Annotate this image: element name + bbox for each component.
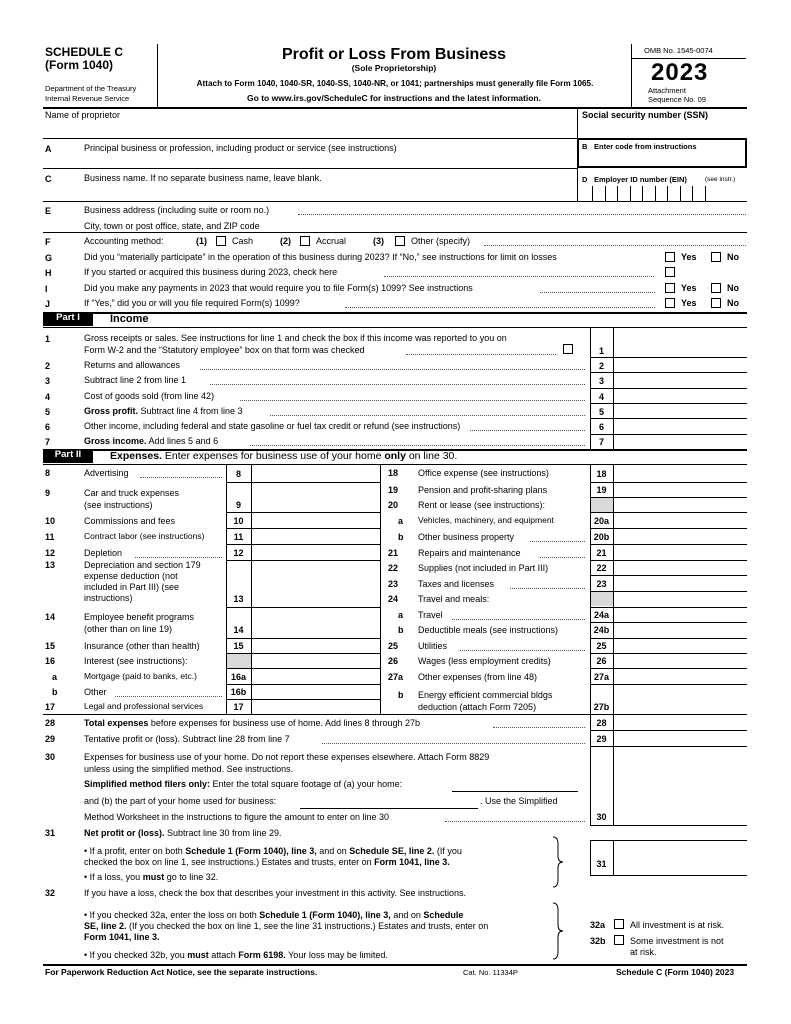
totals-amounts[interactable] [614,716,746,874]
part1-tag: Part I [43,313,93,326]
line16-text: Interest (see instructions): [84,656,188,666]
line27a-text: Other expenses (from line 48) [418,672,538,682]
schedule-c-form: SCHEDULE C (Form 1040) Department of the Treasury Internal Revenue Service Profit or Loss From Business (Sole Proprietorship) Attach to Form 1040, 1040-SR, 1040-SS, 1040-NR, or 1041; partnerships must generally file Form 1065. Go to www.irs.gov/ScheduleC for instructions and the latest information. OMB No. 1545-0074 2023 Attachment Sequence No. 09 Name of proprietor Social security number (SSN) A Principal business or profession, including product or service (see instructions) B Enter code from instructions C Business name. If no separate business name, leave blank. D Employer ID number (EIN) (see instr.) E Business address (including suite or room no.) City, town or post office, state, and ZIP code F Accounting method: (1) Cash (2) Accrual (3) Other (specify) G Did you “materially participate” in the operation of this business during 2023? If “No,” see instructions for limit on losses Yes No H If you started or acquired this business during 2023, check here I Did you make any payments in 2023 that would require you to file Form(s) 1099? See instructions Yes No J If “Yes,” did you or will you file required Form(s) 1099? Yes No Part I Income 1 Gross receipts or sales. See instructions for line 1 and check the box if this income was reported to you on Form W-2 and the “Statutory employee” box on that form was checked 1 2 Returns and allowances 2 3 Subtract line 2 from line 1 3 4 Cost of goods sold (from line 42) 4 5 Gross profit. Subtract line 4 from line 3 5 6 Other income, including federal and state gasoline or fuel tax credit or refund (see instructions) 6 7 Gross income. Add lines 5 and 6 7 Part II Expenses. Enter expenses for business use of your home only on line 30. 8 Advertising 8 9 Car and truck expenses (see instructions) 9 10 Commissions and fees 10 11 Contract labor (see instructions) 11 12 Depletion 12 13 Depreciation and section 179 expense deduction (not included in Part III) (see instructions) 13 14 Employee benefit programs (other than on line 19) 14 15 Insurance (other than health) 15 16 Interest (see instructions): a Mortgage (paid to banks, etc.) 16a b Other 16b 17 Legal and professional services 17 18 Office expense (see instructions) 18 19 Pension and profit-sharing plans 19 20 Rent or lease (see instructions): a Vehicles, machinery, and equipment 20a b Other business property 20b 21 Repairs and maintenance 21 22 Supplies (not included in Part III) 22 23 Taxes and licenses 23 24 Travel and meals: a Travel 24a b Deductible meals (see instructions) 24b 25 Utilities 25 26 Wages (less employment credits) 26 27a Other expenses (from line 48) 27a b Energy efficient commercial bldgs deduction (attach Form 7205) 27b 28 Total expenses before expenses for business use of home. Add lines 8 through 27b 28 29 Tentative profit or (loss). Subtract line 28 from line 7 29 30 Expenses for business use of your home. Do not report these expenses elsewhere. Attach Form 8829 unless using the simplified method. See instructions. Simplified method filers only: Enter the total square footage of (a) your home: and (b) the part of your home used for business: . Use the Simplified Method Worksheet in the instructions to figure the amount to enter on line 30 30 31 Net profit or (loss). Subtract line 30 from line 29. • If a profit, enter on both Schedule 1 (Form 1040), line 3, and on Schedule SE, line 2. (If you checked the box on line 1, see instructions.) Estates and trusts, enter on Form 1041, line 3. • If a loss, you must go to line 32. 31 32 If you have a loss, check the box that describes your investment in this activity. See instructions. • If you checked 32a, enter the loss on both Schedule 1 (Form 1040), line 3, and on Schedule SE, line 2. (If you checked the box on line 1, see the line 31 instructions.) Estates and trusts, enter on Form 1041, line 3. • If you checked 32b, you must attach Form 6198. Your loss may be limited. 32a All investment is at risk. 32b Some investment is not at risk. For Paperwork Reduction Act Notice, see the separate instructions. Cat. No. 11334P Schedule C (Form 1040) 2023 [0,0,791,1024]
material-participation-label: Did you “materially participate” in the operation of this business during 2023? If “No,” see instructions for limit on losses [84,252,557,262]
proprietor-name-label: Name of proprietor [45,110,121,120]
line27b-text: Energy efficient commercial bldgs [418,690,553,700]
line26-text: Wages (less employment credits) [418,656,551,666]
form-id: SCHEDULE C [45,45,124,59]
line32-bullet1: • If you checked 32a, enter the loss on both Schedule 1 (Form 1040), line 3, and on Schedule [84,910,464,920]
part1-amount-column[interactable] [613,327,747,449]
paperwork-notice: For Paperwork Reduction Act Notice, see the separate instructions. [45,967,318,977]
dept-irs: Internal Revenue Service [45,94,130,103]
line22-text: Supplies (not included in Part III) [418,563,549,573]
other-method-checkbox[interactable] [395,236,405,246]
all-at-risk-checkbox[interactable] [614,919,624,929]
line16a-text: Mortgage (paid to banks, etc.) [84,671,197,681]
line32-bullet2: • If you checked 32b, you must attach Form 6198. Your loss may be limited. [84,950,388,960]
line31-bullet2: • If a loss, you must go to line 32. [84,872,219,882]
form-title: Profit or Loss From Business [281,46,507,63]
line25-text: Utilities [418,641,448,651]
cash-checkbox[interactable] [216,236,226,246]
j-yes-checkbox[interactable] [665,298,675,308]
line5-text: Gross profit. Subtract line 4 from line 3 [84,406,243,416]
business-sqft-field[interactable] [300,808,478,809]
accrual-checkbox[interactable] [300,236,310,246]
line10-text: Commissions and fees [84,516,176,526]
line24-text: Travel and meals: [418,594,490,604]
line12-text: Depletion [84,548,123,558]
omb-number: OMB No. 1545-0074 [644,46,713,55]
expenses-left-amounts[interactable] [252,465,379,713]
all-at-risk-label: All investment is at risk. [630,920,725,930]
line24a-text: Travel [418,610,443,620]
line8-text: Advertising [84,468,129,478]
line4-text: Cost of goods sold (from line 42) [84,391,215,401]
line11-text: Contract labor (see instructions) [84,531,205,541]
business-address-label: Business address (including suite or room no.) [84,205,270,215]
line20-text: Rent or lease (see instructions): [418,500,546,510]
line30-text: Expenses for business use of your home. Do not report these expenses elsewhere. Attach Form 8829 [84,752,490,762]
accounting-method-label: Accounting method: [84,236,164,246]
business-code-label: Enter code from instructions [594,142,697,151]
sequence-number: Sequence No. 09 [648,95,706,104]
statutory-employee-checkbox[interactable] [563,344,573,354]
line31-bullet1: • If a profit, enter on both Schedule 1 (Form 1040), line 3, and on Schedule SE, line 2. (If you [84,846,462,856]
line16b-text: Other [84,687,107,697]
g-yes-checkbox[interactable] [665,252,675,262]
business-name-label: Business name. If no separate business name, leave blank. [84,173,322,183]
line29-text: Tentative profit or (loss). Subtract line 28 from line 7 [84,734,290,744]
tax-year: 2023 [651,59,709,86]
i-no-checkbox[interactable] [711,283,721,293]
line21-text: Repairs and maintenance [418,548,521,558]
i-yes-checkbox[interactable] [665,283,675,293]
h-checkbox[interactable] [665,267,675,277]
goto-instruction: Go to www.irs.gov/ScheduleC for instructions and the latest information. [247,93,541,103]
home-sqft-field[interactable] [452,791,578,792]
line23-text: Taxes and licenses [418,579,495,589]
line20b-text: Other business property [418,532,515,542]
part1-title: Income [110,313,149,325]
payments-1099-label: Did you make any payments in 2023 that would require you to file Form(s) 1099? See instructions [84,283,473,293]
line32-text: If you have a loss, check the box that describes your investment in this activity. See instructions. [84,888,467,898]
g-no-checkbox[interactable] [711,252,721,262]
j-no-checkbox[interactable] [711,298,721,308]
ssn-label: Social security number (SSN) [582,110,709,120]
line31-text: Net profit or (loss). Subtract line 30 from line 29. [84,828,282,838]
part2-title: Expenses. Enter expenses for business use of your home only on line 30. [110,450,458,462]
line28-text: Total expenses before expenses for business use of home. Add lines 8 through 27b [84,718,421,728]
line24b-text: Deductible meals (see instructions) [418,625,559,635]
line32-brace [552,902,564,960]
line15-text: Insurance (other than health) [84,641,200,651]
form-number: (Form 1040) [45,58,114,72]
file-1099-label: If “Yes,” did you or will you file required Form(s) 1099? [84,298,300,308]
principal-business-label: Principal business or profession, including product or service (see instructions) [84,143,397,153]
line19-text: Pension and profit-sharing plans [418,485,548,495]
attachment-label: Attachment [648,86,686,95]
ein-label: Employer ID number (EIN) [594,175,687,184]
line17-text: Legal and professional services [84,701,204,711]
line20a-text: Vehicles, machinery, and equipment [418,515,554,525]
form-subtitle: (Sole Proprietorship) [351,63,437,73]
some-not-at-risk-label: Some investment is not [630,936,724,946]
some-not-at-risk-checkbox[interactable] [614,935,624,945]
footer-form-id: Schedule C (Form 1040) 2023 [616,967,735,977]
part2-tag: Part II [43,450,93,463]
expenses-right-amounts[interactable] [614,465,746,713]
line18-text: Office expense (see instructions) [418,468,549,478]
line9-text: Car and truck expenses [84,488,180,498]
catalog-number: Cat. No. 11334P [463,968,518,977]
line6-text: Other income, including federal and state gasoline or fuel tax credit or refund (see instructions) [84,421,461,431]
line2-text: Returns and allowances [84,360,181,370]
line31-brace [552,836,564,888]
line1-text: Gross receipts or sales. See instructions for line 1 and check the box if this income was reported to you on [84,333,507,343]
line1-text2: Form W-2 and the “Statutory employee” box on that form was checked [84,345,365,355]
line7-text: Gross income. Add lines 5 and 6 [84,436,219,446]
dept-treasury: Department of the Treasury [45,84,137,93]
started-business-label: If you started or acquired this business during 2023, check here [84,267,338,277]
line3-text: Subtract line 2 from line 1 [84,375,187,385]
line14-text: Employee benefit programs [84,612,195,622]
city-state-zip-label: City, town or post office, state, and ZIP code [84,221,260,231]
line13-text: Depreciation and section 179 [84,560,201,570]
attach-instruction: Attach to Form 1040, 1040-SR, 1040-SS, 1040-NR, or 1041; partnerships must generally file Form 1065. [196,79,594,88]
